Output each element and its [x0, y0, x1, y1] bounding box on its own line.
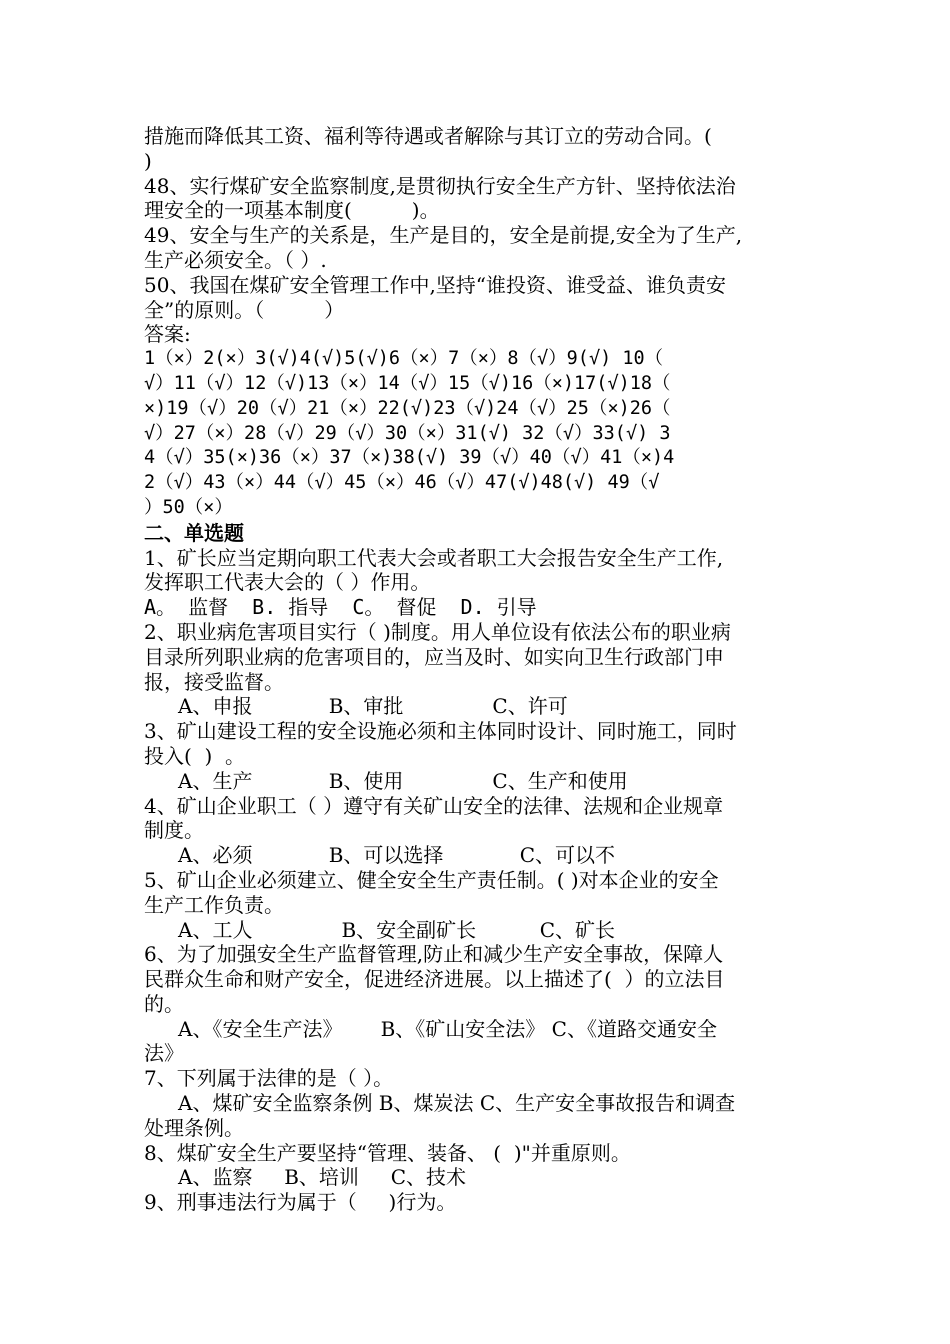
options-line: A、监察 B、培训 C、技术 [178, 1165, 467, 1190]
question-9: 9、刑事违法行为属于（ )行为。 [144, 1190, 457, 1215]
question-3: 3、矿山建设工程的安全设施必须和主体同时设计、同时施工，同时 [144, 719, 737, 744]
question-50: 50、我国在煤矿安全管理工作中,坚持“谁投资、谁受益、谁负责安 [144, 272, 727, 297]
section-heading: 二、单选题 [144, 520, 244, 545]
text-line: 处理条例。 [144, 1115, 244, 1140]
text-line: 的。 [144, 991, 184, 1016]
answer-key-line: 1（×）2(×）3(√)4(√)5(√)6（×）7（×）8（√）9(√) 10（ [144, 348, 664, 370]
options-line: A、申报 B、审批 C、许可 [178, 694, 568, 719]
answer-key-line: ×)19（√）20（√）21（×）22(√)23（√)24（√）25（×)26（ [144, 397, 671, 419]
question-8: 8、煤矿安全生产要坚持“管理、装备、 ( )"并重原则。 [144, 1140, 631, 1165]
text-line: 目录所列职业病的危害项目的，应当及时、如实向卫生行政部门申 [144, 644, 724, 669]
text-line: 投入( ) 。 [144, 743, 246, 768]
answers-label: 答案: [144, 322, 191, 347]
question-5: 5、矿山企业必须建立、健全安全生产责任制。( )对本企业的安全 [144, 867, 719, 892]
question-48: 48、实行煤矿安全监察制度,是贯彻执行安全生产方针、坚持依法治 [144, 173, 736, 198]
question-2: 2、职业病危害项目实行（ )制度。用人单位设有依法公布的职业病 [144, 619, 731, 644]
options-line: A、必须 B、可以选择 C、可以不 [178, 843, 616, 868]
text-line: 理安全的一项基本制度( )。 [144, 198, 440, 223]
text-line: 生产工作负责。 [144, 892, 284, 917]
text-line: 民群众生命和财产安全，促进经济进展。以上描述了( ）的立法目 [144, 967, 725, 992]
answer-key-line: ）50（×） [144, 496, 233, 518]
question-6: 6、为了加强安全生产监督管理,防止和减少生产安全事故，保障人 [144, 942, 724, 967]
answer-key-line: 2（√）43（×）44（√）45（×）46（√）47(√)48(√) 49（√ [144, 472, 660, 494]
options-line: A、煤矿安全监察条例 B、煤炭法 C、生产安全事故报告和调查 [178, 1091, 736, 1116]
answer-key-line: 4（√）35(×)36（×）37（×)38(√) 39（√）40（√）41（×)4 [144, 447, 675, 469]
text-line: 制度。 [144, 818, 204, 843]
text-line: 法》 [144, 1041, 184, 1066]
options-line: A、生产 B、使用 C、生产和使用 [178, 768, 628, 793]
answer-key-line: √）27（×）28（√）29（√）30（×）31(√) 32（√）33(√) 3 [144, 422, 671, 444]
text-line: ) [144, 148, 152, 173]
question-7: 7、下列属于法律的是（ ）。 [144, 1066, 394, 1091]
question-49: 49、安全与生产的关系是，生产是目的，安全是前提,安全为了生产, [144, 223, 743, 248]
text-line: 全”的原则。（ ） [144, 297, 345, 322]
options-line: A。 监督 B. 指导 C。 督促 D. 引导 [144, 595, 537, 620]
text-line: 发挥职工代表大会的（ ）作用。 [144, 570, 431, 595]
answer-key-line: √）11（√）12（√)13（×）14（√）15（√)16（×)17(√)18（ [144, 372, 671, 394]
question-1: 1、矿长应当定期向职工代表大会或者职工大会报告安全生产工作, [144, 545, 724, 570]
text-line: 措施而降低其工资、福利等待遇或者解除与其订立的劳动合同。( [144, 124, 712, 148]
options-line: A、《安全生产法》 B、《矿山安全法》 C、《道路交通安全 [178, 1016, 717, 1041]
question-4: 4、矿山企业职工（ ）遵守有关矿山安全的法律、法规和企业规章 [144, 793, 724, 818]
options-line: A、工人 B、安全副矿长 C、矿长 [178, 917, 616, 942]
text-line: 生产必须安全。（ ）. [144, 247, 327, 272]
document-body [144, 124, 812, 1215]
text-line: 报，接受监督。 [144, 669, 284, 694]
